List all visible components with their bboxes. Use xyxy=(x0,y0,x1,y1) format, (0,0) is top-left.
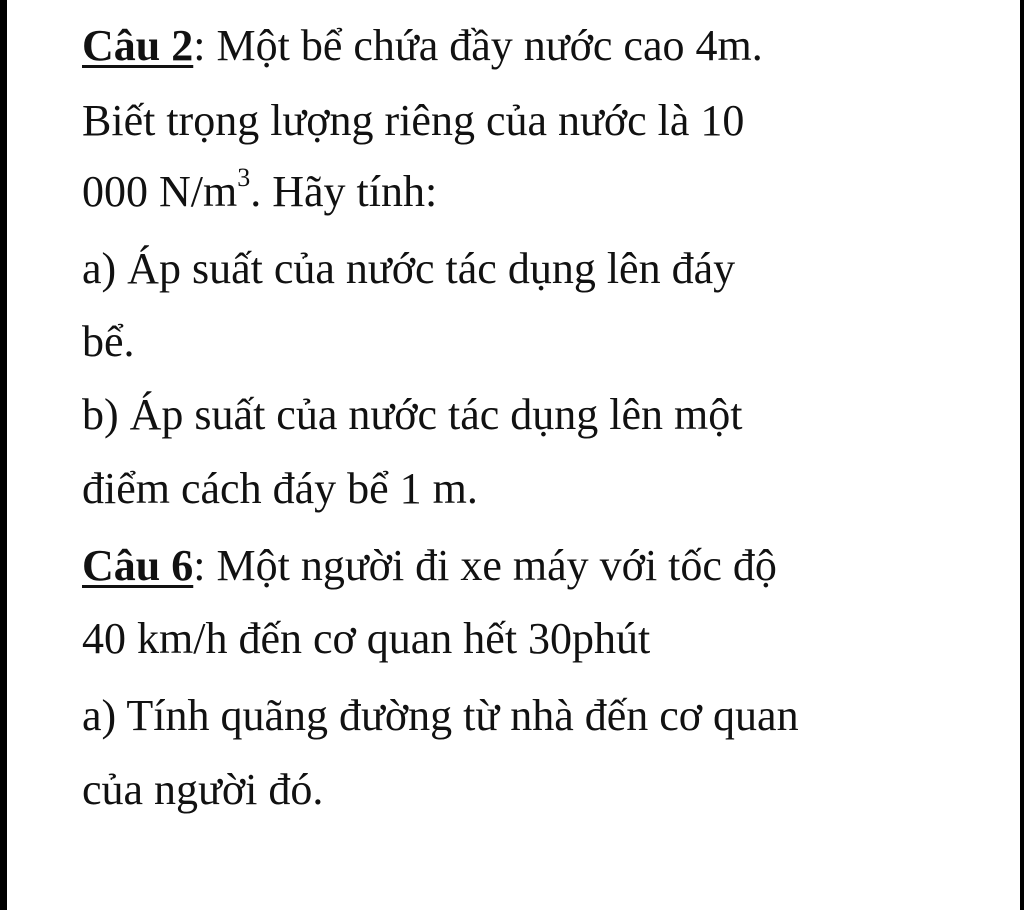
q2-part-b-line-2: điểm cách đáy bể 1 m. xyxy=(82,464,478,513)
q2-part-a-line-2: bể. xyxy=(82,317,135,366)
q2-unit-exponent: 3 xyxy=(237,163,251,193)
q6-line-1 xyxy=(82,540,777,592)
q6-heading: Câu 6 xyxy=(82,541,194,590)
q2-line-1 xyxy=(82,20,763,72)
q6-line-2: 40 km/h đến cơ quan hết 30phút xyxy=(82,614,651,663)
left-border xyxy=(0,0,7,910)
q2-heading: Câu 2 xyxy=(82,21,194,70)
q6-part-a-line-2: của người đó. xyxy=(82,765,324,814)
q2-line-3 xyxy=(82,163,438,218)
right-border xyxy=(1020,0,1024,910)
q2-part-a-line-1: a) Áp suất của nước tác dụng lên đáy xyxy=(82,244,736,293)
q2-line-1-text: : Một bể chứa đầy nước cao 4m. xyxy=(193,21,763,70)
q2-unit-text: 000 N/m xyxy=(82,167,238,216)
q2-line-2: Biết trọng lượng riêng của nước là 10 xyxy=(82,96,745,145)
q6-part-a-line-1: a) Tính quãng đường từ nhà đến cơ quan xyxy=(82,691,799,740)
q6-line-1-text: : Một người đi xe máy với tốc độ xyxy=(193,541,777,590)
q2-part-b-line-1: b) Áp suất của nước tác dụng lên một xyxy=(82,390,743,439)
q2-line-3-text: . Hãy tính: xyxy=(250,167,438,216)
